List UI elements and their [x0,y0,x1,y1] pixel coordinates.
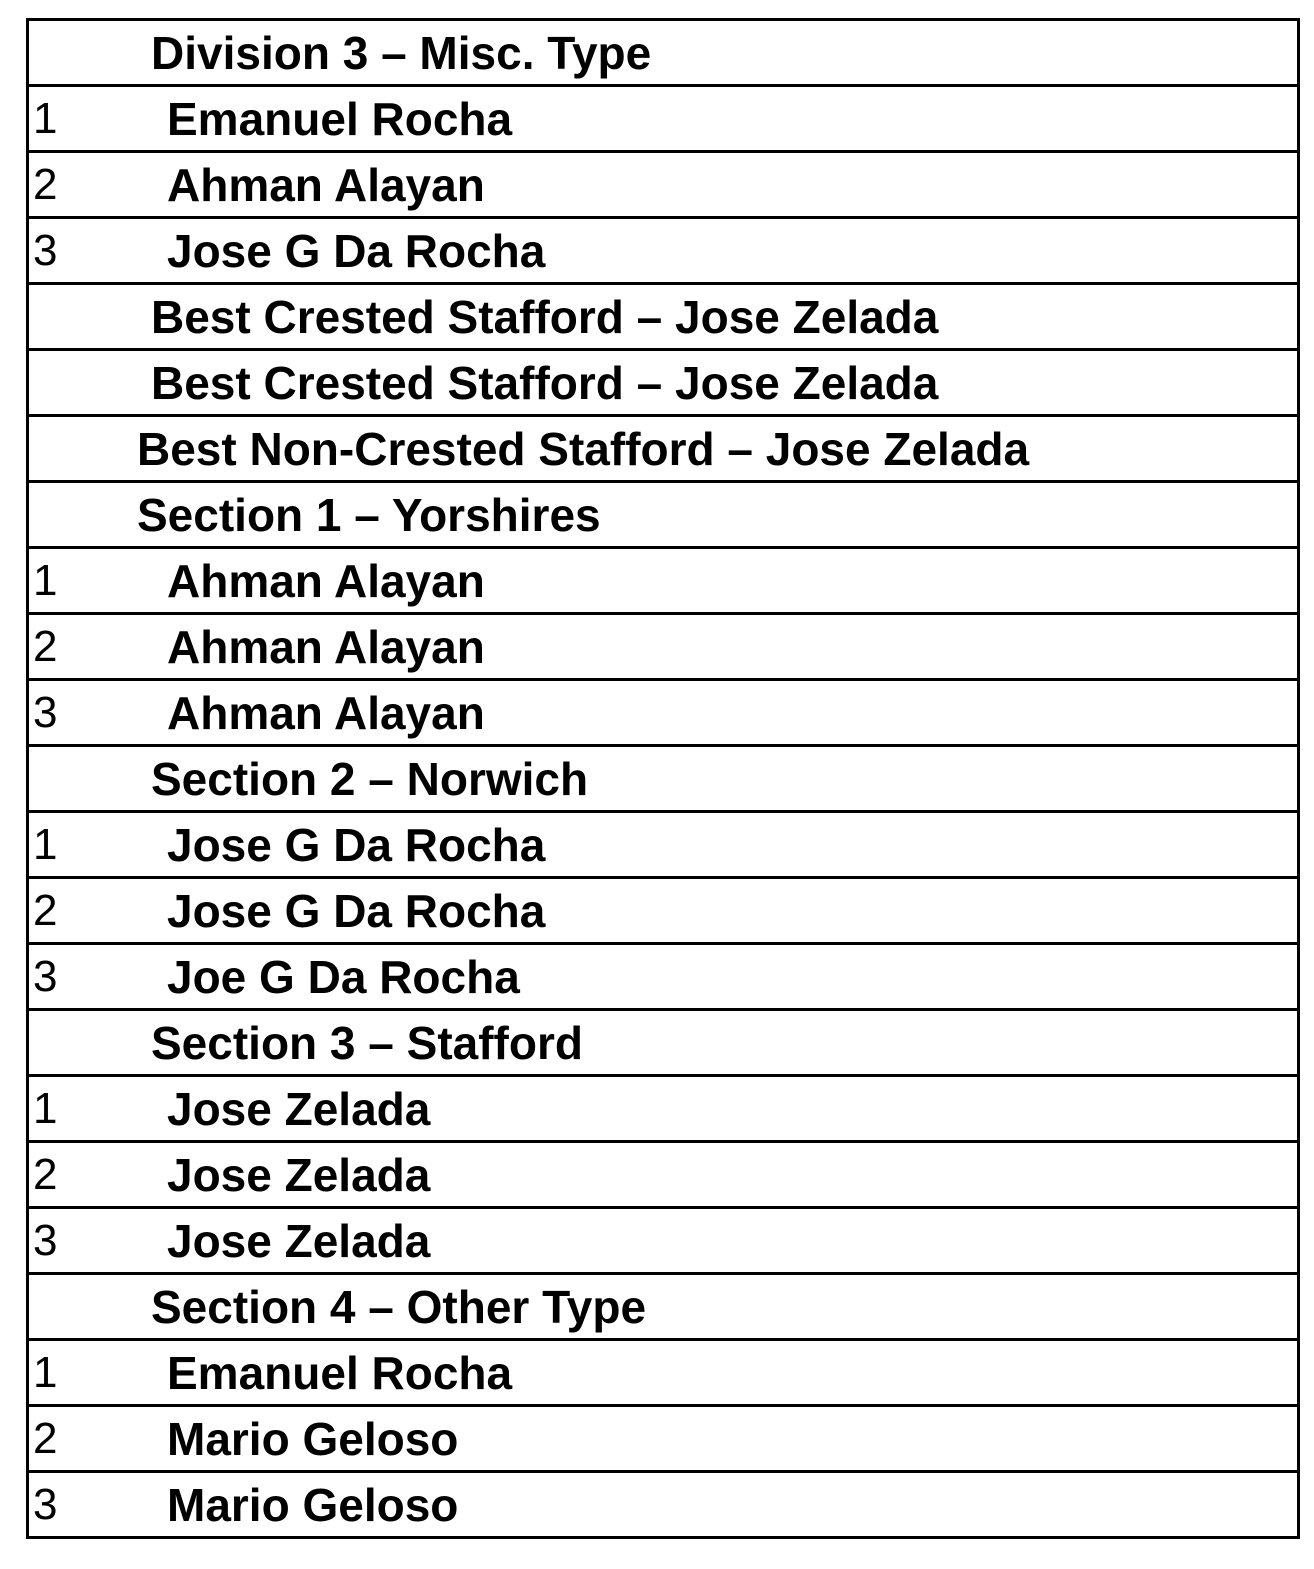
table-row [29,876,1297,942]
section-heading: Best Crested Stafford – Jose Zelada [151,290,939,343]
entrant-name: Jose Zelada [167,1082,431,1135]
entrant-name: Ahman Alayan [167,620,485,673]
place-number: 2 [33,621,58,671]
place-number: 2 [33,159,58,209]
place-number: 3 [33,951,58,1001]
table-row [29,678,1297,744]
table-row [29,150,1297,216]
table-row [29,942,1297,1008]
place-number: 3 [33,687,58,737]
table-row [29,84,1297,150]
place-number: 2 [33,885,58,935]
section-heading-row [29,1008,1297,1074]
section-heading-row [29,348,1297,414]
table-row [29,1206,1297,1272]
section-heading-row [29,414,1297,480]
section-heading: Best Crested Stafford – Jose Zelada [151,356,939,409]
entrant-name: Ahman Alayan [167,158,485,211]
entrant-name: Jose G Da Rocha [167,884,546,937]
entrant-name: Jose G Da Rocha [167,224,546,277]
entrant-name: Emanuel Rocha [167,92,513,145]
place-number: 1 [33,1347,58,1397]
table-row [29,1470,1297,1536]
entrant-name: Mario Geloso [167,1478,459,1531]
table-row [29,1404,1297,1470]
section-heading: Division 3 – Misc. Type [151,26,652,79]
section-heading-row [29,21,1297,84]
table-row [29,1074,1297,1140]
entrant-name: Ahman Alayan [167,554,485,607]
place-number: 3 [33,1215,58,1265]
place-number: 1 [33,819,58,869]
table-row [29,1338,1297,1404]
section-heading-row [29,480,1297,546]
entrant-name: Ahman Alayan [167,686,485,739]
place-number: 2 [33,1413,58,1463]
place-number: 1 [33,555,58,605]
table-row [29,810,1297,876]
section-heading-row [29,282,1297,348]
place-number: 2 [33,1149,58,1199]
section-heading-row [29,1272,1297,1338]
table-row [29,546,1297,612]
table-row [29,612,1297,678]
entrant-name: Jose Zelada [167,1214,431,1267]
entrant-name: Joe G Da Rocha [167,950,520,1003]
place-number: 1 [33,93,58,143]
section-heading: Best Non-Crested Stafford – Jose Zelada [137,422,1030,475]
section-heading-row [29,744,1297,810]
place-number: 3 [33,225,58,275]
entrant-name: Jose G Da Rocha [167,818,546,871]
table-row [29,1140,1297,1206]
place-number: 3 [33,1479,58,1529]
entrant-name: Emanuel Rocha [167,1346,513,1399]
section-heading: Section 2 – Norwich [151,752,589,805]
entrant-name: Mario Geloso [167,1412,459,1465]
place-number: 1 [33,1083,58,1133]
section-heading: Section 4 – Other Type [151,1280,647,1333]
table-row [29,216,1297,282]
entrant-name: Jose Zelada [167,1148,431,1201]
section-heading: Section 1 – Yorshires [137,488,601,541]
section-heading: Section 3 – Stafford [151,1016,583,1069]
results-table [26,18,1300,1539]
